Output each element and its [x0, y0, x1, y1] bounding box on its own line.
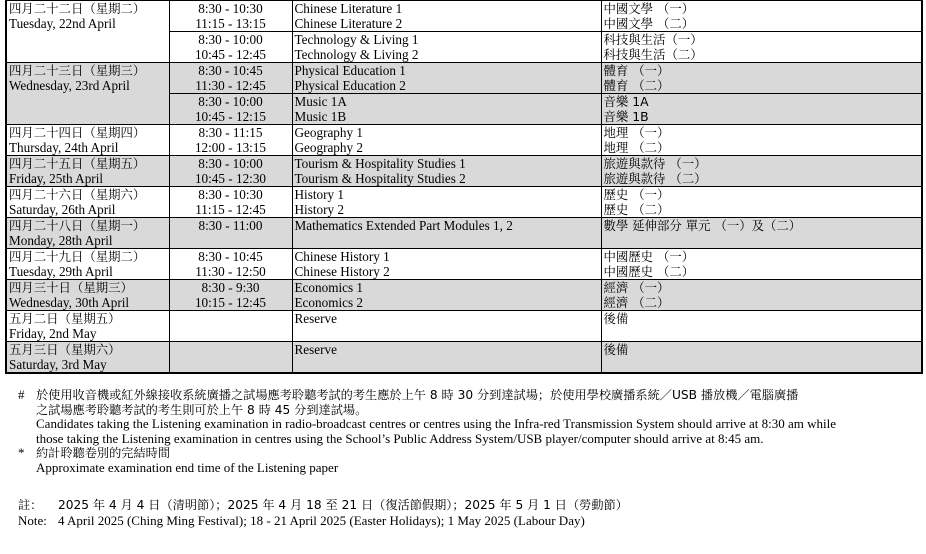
subject-name-cn: 科技與生活（一）: [603, 32, 703, 47]
date-cell: [6, 156, 169, 187]
footer-cn-text: 2025 年 4 月 4 日（清明節）；2025 年 4 月 18 至 21 日（復活節假期）；2025 年 5 月 1 日（勞動節）: [58, 498, 628, 512]
hash-mark: #: [18, 387, 25, 402]
note-hash-en-1: Candidates taking the Listening examination in radio-broadcast centres or centres using the Infra-red Transmission System should arrive at 8:30 am while: [36, 416, 837, 431]
footer-cn-label: 註：: [18, 498, 43, 512]
note-hash-en-2: those taking the Listening examination in centres using the School’s Public Address System/USB player/computer should arrive at 8:45 am.: [36, 430, 764, 446]
footer-cn: [18, 497, 628, 513]
time-slot: 8:30 - 11:00: [198, 218, 263, 233]
table-row: [6, 280, 922, 311]
table-row: [6, 218, 922, 249]
date-cell: [6, 280, 169, 311]
date-en: Thursday, 24th April: [9, 140, 119, 155]
date-cn: 四月二十五日（星期五）: [9, 156, 146, 171]
subject-name-cn: 中國文學 （二）: [603, 16, 695, 31]
subject-name: Music 1A: [294, 94, 347, 109]
subject-name: Geography 1: [294, 125, 363, 140]
note-listening-arrival: [16, 388, 916, 446]
chinese-subject-cell: [601, 125, 922, 156]
subject-name: Physical Education 2: [294, 78, 406, 93]
date-cell: [6, 249, 169, 280]
time-slot: 11:15 - 12:45: [195, 202, 266, 217]
time-slot: 11:30 - 12:50: [195, 264, 266, 279]
table-row: [6, 1, 922, 32]
subject-name-cn: 中國歷史 （一）: [603, 249, 695, 264]
table-row: [6, 63, 922, 94]
table-row: [6, 187, 922, 218]
subject-name-cn: 音樂 1B: [603, 109, 649, 124]
footer-notes: [18, 497, 628, 529]
timetable-body: [6, 1, 922, 374]
notes-section: [16, 388, 916, 475]
subject-cell: [292, 63, 601, 94]
time-slot: [172, 357, 290, 372]
star-mark: *: [18, 445, 25, 460]
subject-name: [295, 233, 599, 248]
table-row: [6, 249, 922, 280]
exam-timetable: [5, 0, 923, 374]
subject-cell: [292, 125, 601, 156]
time-slot: [172, 326, 290, 341]
subject-name: [295, 326, 599, 341]
time-cell: [169, 342, 292, 374]
subject-name: Mathematics Extended Part Modules 1, 2: [294, 218, 513, 233]
note-hash-cn-2: 之試場應考聆聽考試的考生則可於上午 8 時 45 分到達試場。: [36, 402, 368, 417]
date-cell: [6, 125, 169, 156]
table-row: [6, 342, 922, 374]
time-cell: [169, 32, 292, 63]
date-cell: [6, 342, 169, 374]
date-cn: 四月二十九日（星期二）: [9, 249, 146, 264]
time-cell: [169, 125, 292, 156]
date-en: Friday, 25th April: [9, 171, 104, 186]
chinese-subject-cell: [601, 32, 922, 63]
time-cell: [169, 94, 292, 125]
subject-cell: [292, 187, 601, 218]
date-en: Wednesday, 23rd April: [9, 78, 130, 93]
date-cell: [6, 311, 169, 342]
subject-name: Chinese History 1: [294, 249, 390, 264]
date-cell: [6, 63, 169, 125]
time-slot: 10:15 - 12:45: [194, 295, 267, 310]
note-star-en: Approximate examination end time of the Listening paper: [36, 459, 339, 475]
chinese-subject-cell: [601, 94, 922, 125]
time-slot: [172, 311, 290, 326]
time-slot: 8:30 - 10:30: [198, 187, 263, 202]
subject-name-cn: 科技與生活（二）: [603, 47, 703, 62]
subject-name: Reserve: [294, 311, 337, 326]
subject-name: Technology & Living 1: [294, 32, 419, 47]
subject-name-cn: 中國文學 （一）: [603, 1, 695, 16]
time-slot: 12:00 - 13:15: [194, 140, 267, 155]
subject-name: Chinese Literature 1: [294, 1, 403, 16]
time-slot: 8:30 - 10:00: [198, 94, 263, 109]
subject-name-cn: 旅遊與款待 （二）: [603, 171, 707, 186]
subject-cell: [292, 311, 601, 342]
time-slot: 10:45 - 12:45: [194, 47, 267, 62]
time-cell: [169, 218, 292, 249]
chinese-subject-cell: [601, 311, 922, 342]
time-cell: [169, 280, 292, 311]
subject-name-cn: 地理 （一）: [603, 125, 670, 140]
subject-name: History 2: [294, 202, 344, 217]
subject-name-cn: 地理 （二）: [603, 140, 670, 155]
subject-name-cn: 後備: [603, 342, 629, 357]
subject-name: Physical Education 1: [294, 63, 406, 78]
date-en: Saturday, 3rd May: [9, 357, 107, 372]
note-hash-cn-1: 於使用收音機或紅外線接收系統廣播之試場應考聆聽考試的考生應於上午 8 時 30 分到達試場；於使用學校廣播系統／USB 播放機／電腦廣播: [36, 388, 799, 402]
subject-name-cn: 數學 延伸部分 單元 （一）及（二）: [603, 218, 802, 233]
subject-name: Tourism & Hospitality Studies 1: [294, 156, 466, 171]
subject-name: Economics 1: [294, 280, 363, 295]
chinese-subject-cell: [601, 156, 922, 187]
chinese-subject-cell: [601, 1, 922, 32]
date-en: Tuesday, 22nd April: [9, 16, 116, 31]
note-listening-end: [16, 446, 916, 475]
time-slot: 8:30 - 11:15: [198, 125, 263, 140]
subject-name: Chinese Literature 2: [294, 16, 403, 31]
subject-name-cn: 後備: [603, 311, 629, 326]
subject-name: Tourism & Hospitality Studies 2: [294, 171, 466, 186]
subject-name-cn: 體育 （一）: [603, 63, 670, 78]
date-cn: 五月三日（星期六）: [9, 342, 121, 357]
subject-name: Technology & Living 2: [294, 47, 419, 62]
footer-en-text: 4 April 2025 (Ching Ming Festival); 18 - 21 April 2025 (Easter Holidays); 1 May 2025 (Labour Day): [58, 513, 585, 528]
time-slot: 8:30 - 10:45: [198, 249, 263, 264]
date-cn: 四月二十三日（星期三）: [9, 63, 146, 78]
chinese-subject-cell: [601, 249, 922, 280]
subject-name: [295, 357, 599, 372]
time-slot: 8:30 - 9:30: [201, 280, 260, 295]
time-slot: 8:30 - 10:00: [198, 32, 263, 47]
subject-cell: [292, 94, 601, 125]
time-slot: 10:45 - 12:15: [194, 109, 267, 124]
date-cell: [6, 218, 169, 249]
subject-name: Chinese History 2: [294, 264, 390, 279]
date-cell: [6, 1, 169, 63]
chinese-subject-cell: [601, 218, 922, 249]
date-cn: 四月三十日（星期三）: [9, 280, 133, 295]
subject-cell: [292, 280, 601, 311]
subject-name-cn: 體育 （二）: [603, 78, 670, 93]
subject-name: Reserve: [294, 342, 337, 357]
subject-cell: [292, 342, 601, 374]
time-slot: [172, 233, 290, 248]
time-slot: 8:30 - 10:00: [198, 156, 263, 171]
time-cell: [169, 187, 292, 218]
time-slot: 11:15 - 13:15: [195, 16, 266, 31]
chinese-subject-cell: [601, 187, 922, 218]
time-cell: [169, 311, 292, 342]
date-cn: 四月二十六日（星期六）: [9, 187, 146, 202]
subject-name-cn: 經濟 （二）: [603, 295, 670, 310]
date-en: Monday, 28th April: [9, 233, 113, 248]
time-cell: [169, 63, 292, 94]
date-en: Saturday, 26th April: [9, 202, 116, 217]
time-slot: 10:45 - 12:30: [194, 171, 267, 186]
subject-name-cn: 歷史 （二）: [603, 202, 670, 217]
note-star-cn: 約計聆聽卷別的完結時間: [36, 446, 171, 460]
date-en: Friday, 2nd May: [9, 326, 97, 341]
time-slot: 11:30 - 12:45: [195, 78, 266, 93]
subject-cell: [292, 32, 601, 63]
time-cell: [169, 156, 292, 187]
subject-cell: [292, 249, 601, 280]
subject-cell: [292, 218, 601, 249]
subject-name-cn: 中國歷史 （二）: [603, 264, 695, 279]
subject-name: History 1: [294, 187, 344, 202]
date-cn: 四月二十二日（星期二）: [9, 1, 146, 16]
date-cn: 五月二日（星期五）: [9, 311, 121, 326]
table-row: [6, 156, 922, 187]
table-row: [6, 311, 922, 342]
subject-name: Geography 2: [294, 140, 363, 155]
subject-cell: [292, 156, 601, 187]
time-slot: 8:30 - 10:30: [198, 1, 263, 16]
time-cell: [169, 249, 292, 280]
date-cn: 四月二十八日（星期一）: [9, 218, 146, 233]
subject-name: Music 1B: [294, 109, 347, 124]
date-cn: 四月二十四日（星期四）: [9, 125, 146, 140]
subject-name-cn: 歷史 （一）: [603, 187, 670, 202]
subject-name: Economics 2: [294, 295, 363, 310]
chinese-subject-cell: [601, 63, 922, 94]
subject-name-cn: [604, 326, 920, 341]
subject-name-cn: 經濟 （一）: [603, 280, 670, 295]
subject-name-cn: 音樂 1A: [603, 94, 649, 109]
time-slot: 8:30 - 10:45: [198, 63, 263, 78]
chinese-subject-cell: [601, 280, 922, 311]
date-en: Wednesday, 30th April: [9, 295, 130, 310]
subject-name-cn: [604, 357, 920, 372]
time-cell: [169, 1, 292, 32]
footer-en: [18, 513, 628, 529]
subject-name-cn: 旅遊與款待 （一）: [603, 156, 707, 171]
subject-name-cn: [604, 233, 920, 248]
table-row: [6, 125, 922, 156]
subject-cell: [292, 1, 601, 32]
date-cell: [6, 187, 169, 218]
date-en: Tuesday, 29th April: [9, 264, 113, 279]
chinese-subject-cell: [601, 342, 922, 374]
footer-en-label: Note:: [18, 513, 47, 528]
time-slot: [172, 342, 290, 357]
